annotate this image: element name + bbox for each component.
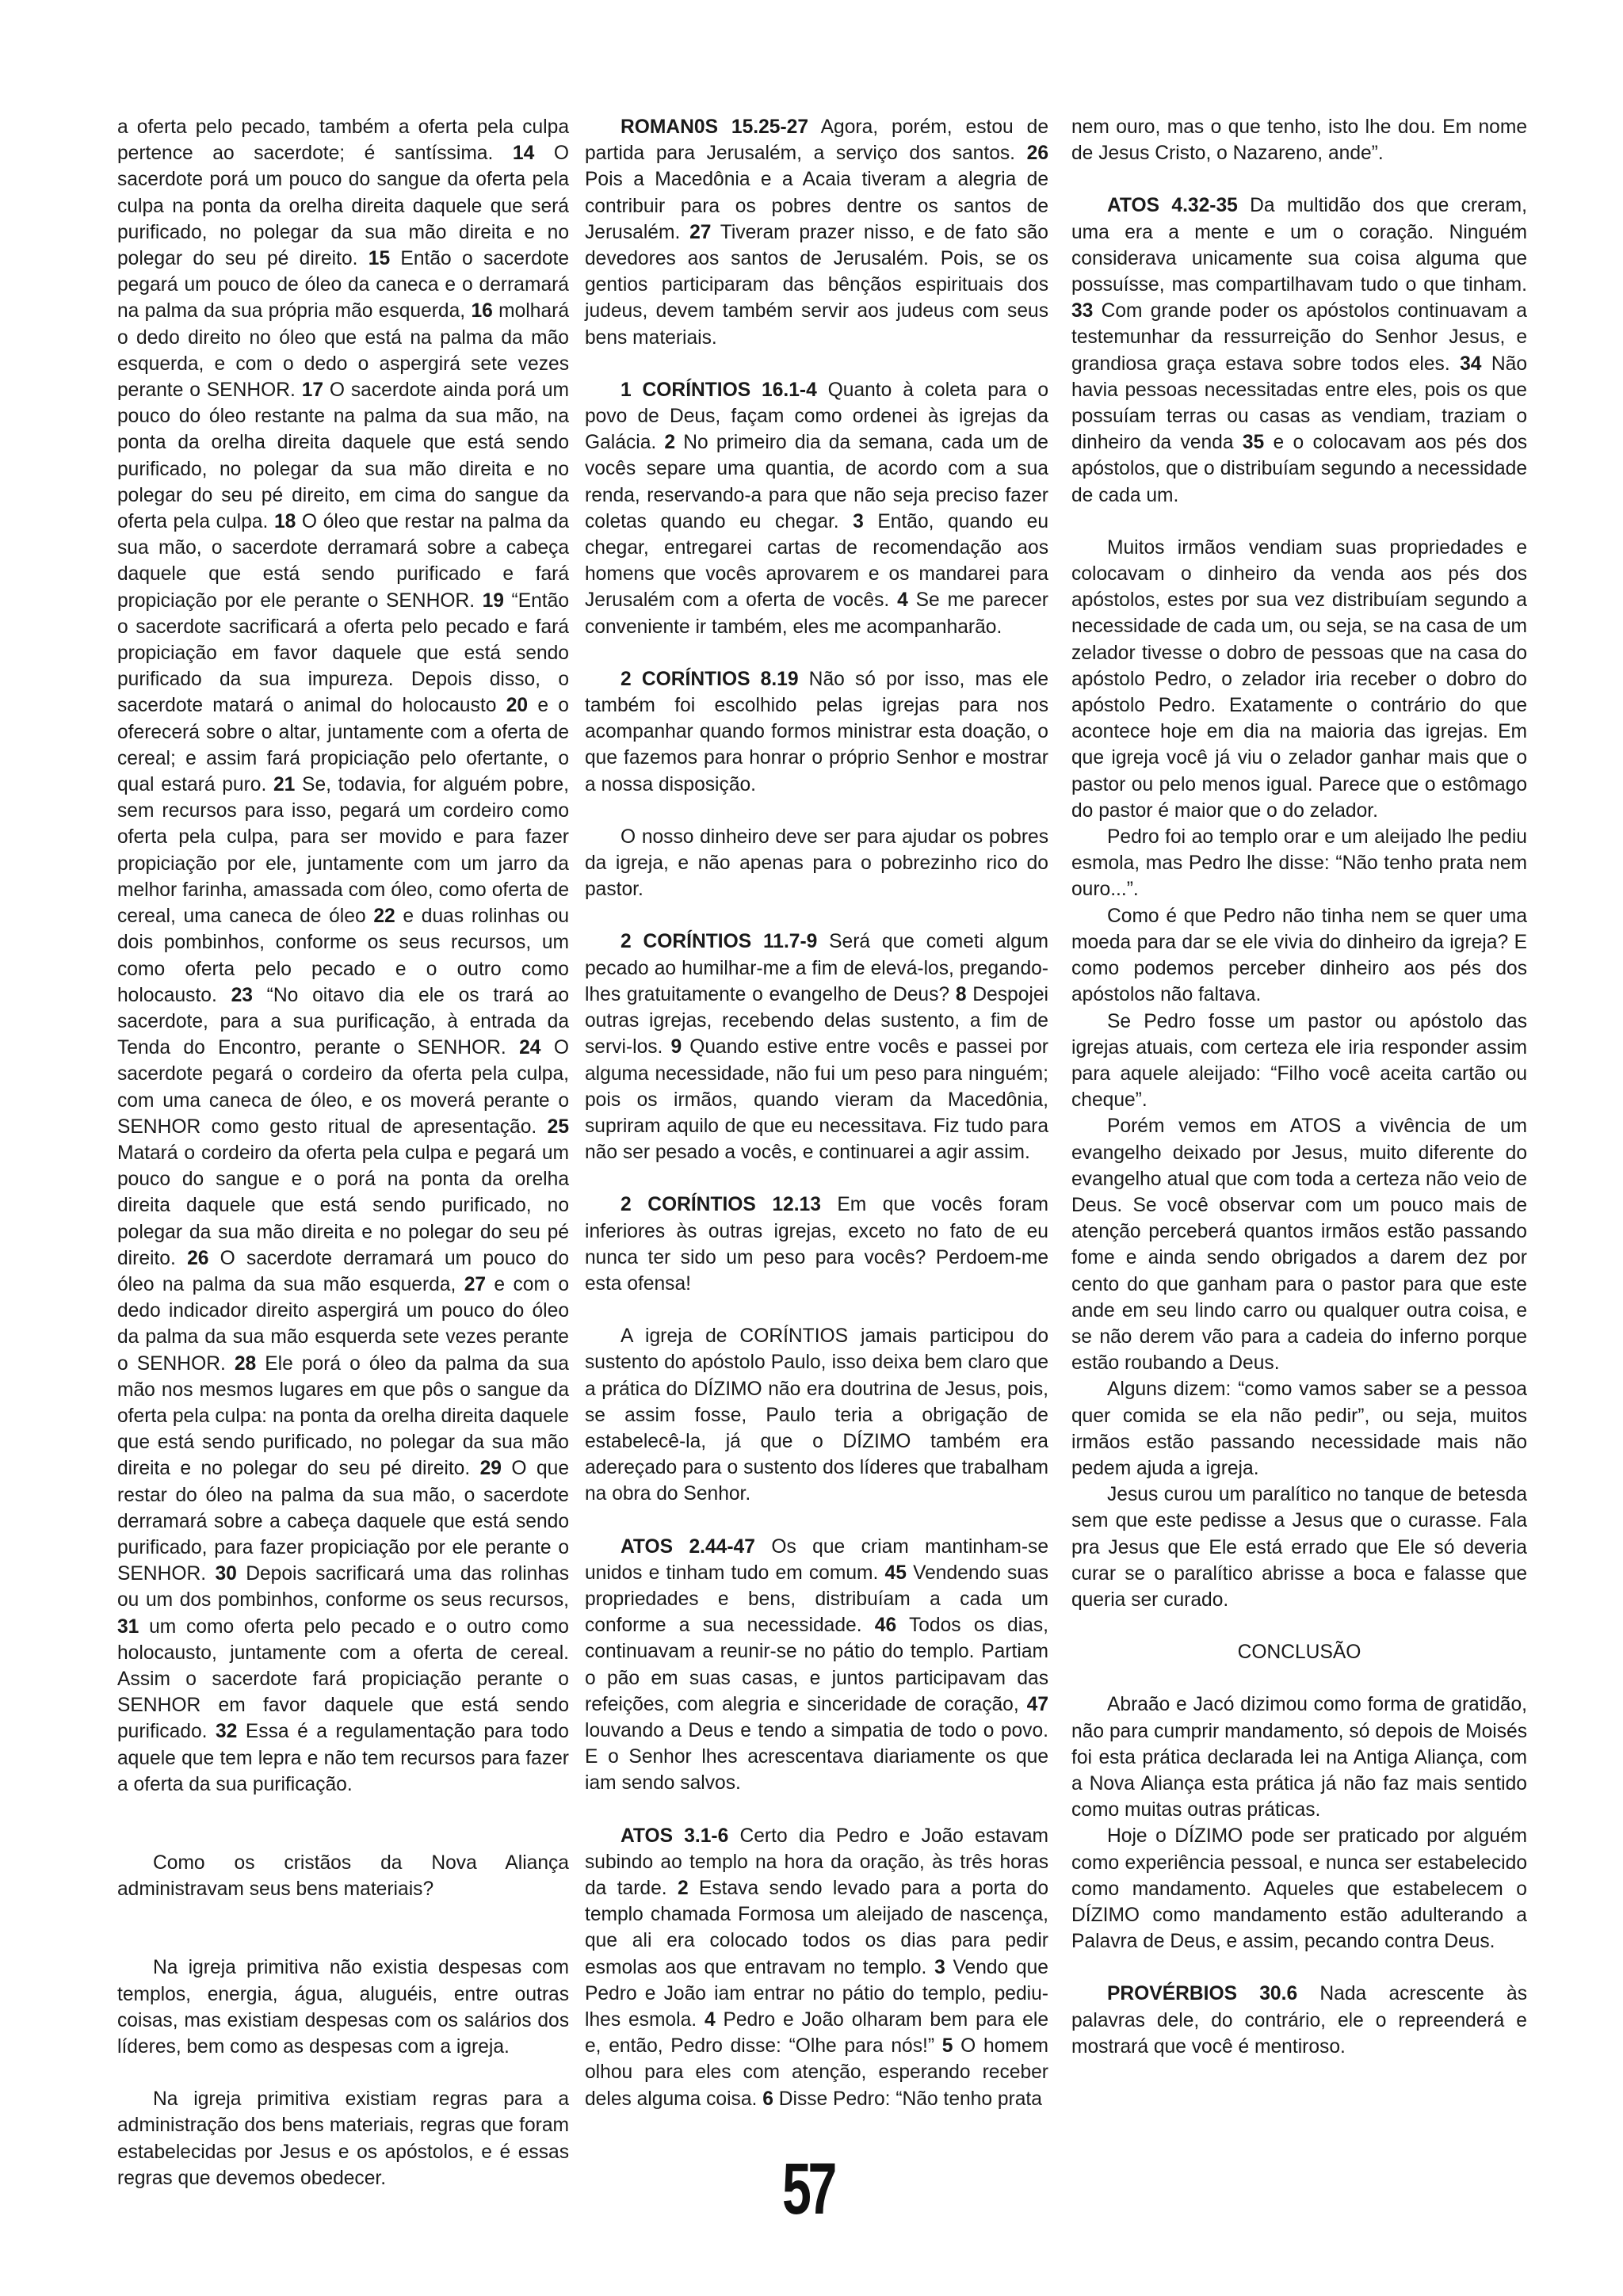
paragraph-spacer — [117, 1798, 569, 1850]
paragraph-spacer — [585, 351, 1048, 377]
paragraph: nem ouro, mas o que tenho, isto lhe dou. Em nome de Jesus Cristo, o Nazareno, ande”. — [1071, 116, 1527, 165]
paragraph: ATOS 3.1-6 Certo dia Pedro e João estavam subindo ao templo na hora da oração, às três horas da tarde. 2 Estava sendo levado para a porta do templo chamada Formosa um aleijado de nascença, que ali era colocado todos os dias para pedir esmolas aos que entravam no templo. 3 Vendo que Pedro e João iam entrar no pátio do templo, pediu-lhes esmola. 4 Pedro e João olharam bem para ele e, então, Pedro disse: “Olhe para nós!” 5 O homem olhou para eles com atenção, esperando receber deles alguma coisa. 6 Disse Pedro: “Não tenho prata — [585, 1825, 1048, 2110]
text-column-3 — [1071, 114, 1527, 2060]
paragraph: Como é que Pedro não tinha nem se quer uma moeda para dar se ele vivia do dinheiro da igreja? E como podemos perceber dinheiro aos pés dos apóstolos não faltava. — [1071, 905, 1527, 1006]
paragraph-spacer — [585, 1508, 1048, 1534]
text-column-2 — [585, 114, 1048, 2112]
paragraph-spacer — [585, 640, 1048, 666]
paragraph-spacer — [1071, 509, 1527, 535]
paragraph: 1 CORÍNTIOS 16.1-4 Quanto à coleta para o povo de Deus, façam como ordenei às igrejas da Galácia. 2 No primeiro dia da semana, cada um de vocês separe uma quantia, de acordo com a sua renda, reservando-a para que não seja preciso fazer coletas quando eu chegar. 3 Então, quando eu chegar, entregarei cartas de recomendação aos homens que vocês aprovarem e os mandarei para Jerusalém com a oferta de vocês. 4 Se me parecer conveniente ir também, eles me acompanharão. — [585, 379, 1048, 638]
paragraph: 2 CORÍNTIOS 11.7-9 Será que cometi algum pecado ao humilhar-me a fim de elevá-los, pregando-lhes gratuitamente o evangelho de Deus? 8 Despojei outras igrejas, recebendo delas sustento, a fim de servi-los. 9 Quando estive entre vocês e passei por alguma necessidade, não fui um peso para ninguém; pois os irmãos, quando vieram da Macedônia, supriram aquilo de que eu necessitava. Fiz tudo para não ser pesado a vocês, e continuarei a agir assim. — [585, 931, 1048, 1164]
paragraph-spacer — [1071, 1613, 1527, 1639]
paragraph: Hoje o DÍZIMO pode ser praticado por alguém como experiência pessoal, e nunca ser estabelecido como mandamento. Aqueles que estabelecem o DÍZIMO como mandamento estão adulterando a Palavra de Deus, e assim, pecando contra Deus. — [1071, 1825, 1527, 1953]
paragraph: ROMAN0S 15.25-27 Agora, porém, estou de partida para Jerusalém, a serviço dos santos. 26 Pois a Macedônia e a Acaia tiveram a alegria de contribuir para os pobres dentre os santos de Jerusalém. 27 Tiveram prazer nisso, e de fato são devedores aos santos de Jerusalém. Pois, se os gentios participaram das bênçãos espirituais dos judeus, devem também servir aos judeus com seus bens materiais. — [585, 116, 1049, 349]
paragraph: 2 CORÍNTIOS 12.13 Em que vocês foram inferiores às outras igrejas, exceto no fato de eu nunca ter sido um peso para vocês? Perdoem-me esta ofensa! — [585, 1194, 1048, 1295]
paragraph: Alguns dizem: “como vamos saber se a pessoa quer comida se ela não pedir”, ou seja, muitos irmãos estão passando necessidade mais não pedem ajuda a igreja. — [1071, 1379, 1527, 1479]
paragraph: Na igreja primitiva existiam regras para a administração dos bens materiais, regras que foram estabelecidas por Jesus e os apóstolos, e é essas regras que devemos obedecer. — [117, 2088, 569, 2189]
paragraph-spacer — [585, 1297, 1048, 1323]
text-column-1 — [117, 114, 569, 2191]
paragraph: Porém vemos em ATOS a vivência de um evangelho deixado por Jesus, muito diferente do evangelho atual que com toda a certeza não veio de Deus. Se você observar com um pouco mais de atenção perceberá quantos irmãos estão passando fome e ainda sendo obrigados a darem dez por cento do que ganham para o pastor para que este ande em seu lindo carro ou qualquer outra coisa, e se não derem vão para a cadeia do inferno porque estão roubando a Deus. — [1071, 1116, 1527, 1375]
paragraph: A igreja de CORÍNTIOS jamais participou do sustento do apóstolo Paulo, isso deixa bem claro que a prática do DÍZIMO não era doutrina de Jesus, pois, se assim fosse, Paulo teria a obrigação de estabelecê-la, já que o DÍZIMO também era adereçado para o sustento dos líderes que trabalham na obra do Senhor. — [585, 1325, 1048, 1505]
paragraph-spacer — [117, 1902, 569, 1955]
paragraph: Na igreja primitiva não existia despesas com templos, energia, água, aluguéis, entre outras coisas, mas existiam despesas com os salários dos líderes, bem como as despesas com a igreja. — [117, 1957, 569, 2058]
paragraph: a oferta pelo pecado, também a oferta pela culpa pertence ao sacerdote; é santíssima. 14 O sacerdote porá um pouco do sangue da oferta pela culpa na ponta da orelha direita daquele que será purificado, no polegar da sua mão direita e no polegar do seu pé direito. 15 Então o sacerdote pegará um pouco de óleo da caneca e o derramará na palma da sua própria mão esquerda, 16 molhará o dedo direito no óleo que está na palma da mão esquerda, e com o dedo o aspergirá sete vezes perante o SENHOR. 17 O sacerdote ainda porá um pouco do óleo restante na palma da sua mão, na ponta da orelha direita daquele que está sendo purificado, no polegar da sua mão direita e no polegar do seu pé direito, em cima do sangue da oferta pela culpa. 18 O óleo que restar na palma da sua mão, o sacerdote derramará sobre a cabeça daquele que está sendo purificado e fará propiciação por ele perante o SENHOR. 19 “Então o sacerdote sacrificará a oferta pelo pecado e fará propiciação em favor daquele que está sendo purificado da sua impureza. Depois disso, o sacerdote matará o animal do holocausto 20 e o oferecerá sobre o altar, juntamente com a oferta de cereal; e assim fará propiciação pelo ofertante, o qual estará puro. 21 Se, todavia, for alguém pobre, sem recursos para isso, pegará um cordeiro como oferta pela culpa, para ser movido e para fazer propiciação por ele, juntamente com um jarro da melhor farinha, amassada com óleo, como oferta de cereal, uma caneca de óleo 22 e duas rolinhas ou dois pombinhos, conforme os seus recursos, um como oferta pelo pecado e o outro como holocausto. 23 “No oitavo dia ele os trará ao sacerdote, para a sua purificação, à entrada da Tenda do Encontro, perante o SENHOR. 24 O sacerdote pegará o cordeiro da oferta pela culpa, com uma caneca de óleo, e os moverá perante o SENHOR como gesto ritual de apresentação. 25 Matará o cordeiro da oferta pela culpa e pegará um pouco do sangue e o porá na ponta da orelha direita daquele que está sendo purificado, no polegar da sua mão direita e no polegar do seu pé direito. 26 O sacerdote derramará um pouco do óleo na palma da sua mão esquerda, 27 e com o dedo indicador direito aspergirá um pouco do óleo da palma da sua mão esquerda sete vezes perante o SENHOR. 28 Ele porá o óleo da palma da sua mão nos mesmos lugares em que pôs o sangue da oferta pela culpa: na ponta da orelha direita daquele que está sendo purificado, no polegar da sua mão direita e no polegar do seu pé direito. 29 O que restar do óleo na palma da sua mão, o sacerdote derramará sobre a cabeça daquele que está sendo purificado, para fazer propiciação por ele perante o SENHOR. 30 Depois sacrificará uma das rolinhas ou um dos pombinhos, conforme os seus recursos, 31 um como oferta pelo pecado e o outro como holocausto, juntamente com a oferta de cereal. Assim o sacerdote fará propiciação perante o SENHOR em favor daquele que está sendo purificado. 32 Essa é a regulamentação para todo aquele que tem lepra e não tem recursos para fazer a oferta da sua purificação. — [117, 116, 570, 1795]
paragraph: ATOS 4.32-35 Da multidão dos que creram, uma era a mente e um o coração. Ninguém considerava unicamente sua coisa alguma que possuísse, mas compartilhavam tudo o que tinham. 33 Com grande poder os apóstolos continuavam a testemunhar da ressurreição do Senhor Jesus, e grandiosa graça estava sobre todos eles. 34 Não havia pessoas necessitadas entre eles, pois os que possuíam terras ou casas as vendiam, traziam o dinheiro da venda 35 e o colocavam aos pés dos apóstolos, que o distribuíam segundo a necessidade de cada um. — [1071, 195, 1527, 506]
paragraph: Se Pedro fosse um pastor ou apóstolo das igrejas atuais, com certeza ele iria responder assim para aquele aleijado: “Filho você aceita cartão ou cheque”. — [1071, 1010, 1527, 1112]
paragraph-spacer — [585, 1797, 1048, 1823]
paragraph-spacer — [585, 902, 1048, 929]
paragraph-spacer — [117, 2060, 569, 2086]
page-number: 57 — [782, 2149, 834, 2229]
paragraph: ATOS 2.44-47 Os que criam mantinham-se unidos e tinham tudo em comum. 45 Vendendo suas propriedades e bens, distribuíam a cada um conforme a sua necessidade. 46 Todos os dias, continuavam a reunir-se no pátio do templo. Partiam o pão em suas casas, e juntos participavam das refeições, com alegria e sinceridade de coração, 47 louvando a Deus e tendo a simpatia de todo o povo. E o Senhor lhes acrescentava diariamente os que iam sendo salvos. — [585, 1535, 1048, 1794]
paragraph: 2 CORÍNTIOS 8.19 Não só por isso, mas ele também foi escolhido pelas igrejas para nos acompanhar quando formos ministrar esta doação, o que fazemos para honrar o próprio Senhor e mostrar a nossa disposição. — [585, 668, 1048, 795]
paragraph: PROVÉRBIOS 30.6 Nada acrescente às palavras dele, do contrário, ele o repreenderá e mostrará que você é mentiroso. — [1071, 1983, 1527, 2058]
paragraph-spacer — [585, 798, 1048, 824]
paragraph: Como os cristãos da Nova Aliança administravam seus bens materiais? — [117, 1852, 569, 1901]
paragraph-spacer — [1071, 1955, 1527, 1981]
paragraph: Muitos irmãos vendiam suas propriedades e colocavam o dinheiro da venda aos pés dos apóstolos, estes por sua vez distribuíam segundo a necessidade de cada um, ou seja, se na casa de um zelador tivesse o dobro de pessoas que na casa do apóstolo Pedro, o zelador iria receber o dobro do apóstolo Pedro. Exatamente o contrário do que acontece hoje em dia na maioria das igrejas. Em que igreja você já viu o zelador ganhar mais que o pastor ou pelo menos igual. Parece que o estômago do pastor é maior que o do zelador. — [1071, 536, 1527, 822]
paragraph: O nosso dinheiro deve ser para ajudar os pobres da igreja, e não apenas para o pobrezinho rico do pastor. — [585, 826, 1048, 901]
paragraph-spacer — [585, 1165, 1048, 1192]
paragraph-spacer — [1071, 1665, 1527, 1691]
section-heading: CONCLUSÃO — [1237, 1642, 1361, 1664]
paragraph: Pedro foi ao templo orar e um aleijado lhe pediu esmola, mas Pedro lhe disse: “Não tenho prata nem ouro...”. — [1071, 826, 1527, 901]
paragraph: Abraão e Jacó dizimou como forma de gratidão, não para cumprir mandamento, só depois de Moisés foi esta prática declarada lei na Antiga Aliança, com a Nova Aliança esta prática já não faz mais sentido como muitas outras práticas. — [1071, 1694, 1527, 1821]
paragraph: Jesus curou um paralítico no tanque de betesda sem que este pedisse a Jesus que o curasse. Fala pra Jesus que Ele está errado que Ele só deveria curar se o paralítico abrisse a boca e falasse que queria ser curado. — [1071, 1484, 1527, 1611]
paragraph-spacer — [1071, 166, 1527, 193]
